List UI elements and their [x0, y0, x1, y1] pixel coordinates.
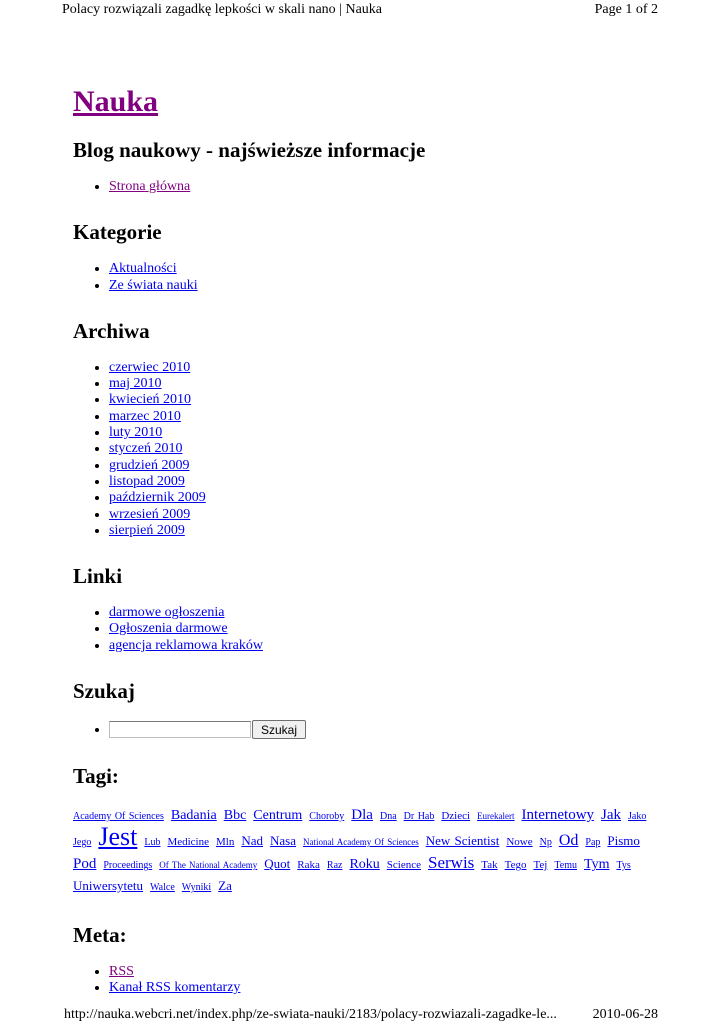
list-item — [109, 441, 663, 457]
list-item — [109, 409, 663, 425]
search-form — [109, 720, 663, 739]
tag-link[interactable]: Serwis — [428, 853, 475, 873]
archive-link[interactable]: kwiecień 2010 — [109, 392, 192, 408]
site-subtitle: Blog naukowy - najświeższe informacje — [73, 138, 426, 162]
tag-link[interactable]: Dla — [351, 807, 373, 824]
list-item — [109, 179, 663, 195]
tag-link[interactable]: Np — [539, 837, 552, 849]
tag-cloud — [73, 805, 663, 898]
tag-link[interactable]: Tego — [504, 859, 527, 872]
archive-link[interactable]: styczeń 2010 — [109, 441, 183, 457]
category-link[interactable]: Ze świata nauki — [109, 277, 198, 293]
tag-link[interactable]: New Scientist — [425, 833, 500, 849]
archive-link[interactable]: marzec 2010 — [109, 408, 181, 424]
tag-link[interactable]: Pismo — [607, 833, 640, 849]
rss-comments-link[interactable]: Kanał RSS komentarzy — [109, 980, 241, 996]
tag-link[interactable]: Proceedings — [103, 860, 153, 872]
external-link[interactable]: agencja reklamowa kraków — [109, 637, 263, 653]
nav-link-home[interactable]: Strona główna — [109, 179, 191, 194]
tag-link[interactable]: Jako — [628, 811, 647, 823]
site-title-link[interactable]: Nauka — [73, 85, 159, 118]
nav-list — [73, 179, 663, 195]
search-list — [73, 720, 663, 739]
list-item — [109, 458, 663, 474]
archive-link[interactable]: luty 2010 — [109, 425, 163, 441]
tag-link[interactable]: Jest — [98, 822, 138, 852]
list-item — [109, 261, 663, 277]
tag-link[interactable]: Badania — [170, 808, 217, 824]
tag-link[interactable]: Choroby — [309, 811, 345, 823]
tag-link[interactable]: Academy Of Sciences — [73, 811, 164, 823]
tag-link[interactable]: Science — [386, 859, 421, 872]
list-item — [109, 490, 663, 506]
site-title — [73, 84, 663, 120]
list-item — [109, 392, 663, 408]
list-item — [109, 638, 663, 654]
meta-heading: Meta: — [73, 923, 127, 948]
page-content — [73, 84, 663, 997]
tag-link[interactable]: Jak — [601, 807, 622, 824]
tag-link[interactable]: Za — [218, 878, 232, 894]
tag-link[interactable]: Centrum — [253, 808, 303, 824]
tag-link[interactable]: Nowe — [506, 836, 533, 849]
tag-link[interactable]: Tej — [533, 859, 548, 872]
tag-link[interactable]: Eurekalert — [477, 811, 515, 822]
tag-link[interactable]: Roku — [349, 857, 380, 873]
tag-link[interactable]: Dr Hab — [403, 811, 435, 823]
list-item — [109, 605, 663, 621]
archive-link[interactable]: sierpień 2009 — [109, 522, 185, 538]
tags-heading: Tagi: — [73, 764, 119, 789]
print-footer-url: http://nauka.webcri.net/index.php/ze-swiata-nauki/2183/polacy-rozwiazali-zagadke-le... — [64, 1007, 557, 1022]
categories-list — [73, 261, 663, 294]
rss-link[interactable]: RSS — [109, 964, 134, 980]
tag-link[interactable]: Nasa — [270, 833, 297, 849]
tag-link[interactable]: Dna — [379, 811, 397, 823]
tag-link[interactable]: Raka — [297, 859, 320, 872]
archives-heading: Archiwa — [73, 318, 150, 343]
archive-link[interactable]: październik 2009 — [109, 490, 206, 506]
tag-link[interactable]: Quot — [264, 856, 291, 872]
tag-link[interactable]: Medicine — [167, 836, 209, 849]
print-footer-date: 2010-06-28 — [592, 1007, 658, 1022]
tag-link[interactable]: Tys — [616, 860, 631, 872]
list-item — [109, 360, 663, 376]
tag-link[interactable]: Od — [558, 832, 579, 850]
list-item — [109, 621, 663, 637]
external-link[interactable]: darmowe ogłoszenia — [109, 605, 225, 621]
archive-link[interactable]: wrzesień 2009 — [109, 506, 191, 522]
tag-link[interactable]: Wyniki — [181, 882, 212, 894]
tag-link[interactable]: Tak — [481, 859, 498, 872]
tag-link[interactable]: Mln — [216, 836, 235, 849]
list-item — [109, 980, 663, 996]
print-header-page: Page 1 of 2 — [594, 2, 658, 17]
tag-link[interactable]: Internetowy — [521, 807, 595, 824]
categories-heading: Kategorie — [73, 220, 162, 245]
archive-link[interactable]: maj 2010 — [109, 376, 162, 392]
search-button[interactable]: Szukaj — [252, 720, 306, 739]
list-item — [109, 425, 663, 441]
search-input[interactable] — [109, 721, 251, 738]
tag-link[interactable]: Lub — [144, 837, 161, 849]
links-heading: Linki — [73, 564, 123, 589]
list-item — [109, 278, 663, 294]
search-heading: Szukaj — [73, 679, 135, 704]
list-item — [109, 376, 663, 392]
meta-list — [73, 964, 663, 997]
print-footer — [64, 1006, 658, 1023]
tag-link[interactable]: Dzieci — [441, 810, 471, 823]
tag-link[interactable]: Bbc — [223, 808, 247, 824]
external-link[interactable]: Ogłoszenia darmowe — [109, 621, 228, 637]
category-link[interactable]: Aktualności — [109, 261, 177, 277]
print-header — [62, 1, 658, 18]
links-list — [73, 605, 663, 654]
list-item — [109, 964, 663, 980]
archive-link[interactable]: czerwiec 2010 — [109, 359, 191, 375]
list-item — [109, 523, 663, 539]
print-header-title: Polacy rozwiązali zagadkę lepkości w skali nano | Nauka — [62, 2, 383, 17]
tag-link[interactable]: Walce — [150, 882, 175, 894]
archive-link[interactable]: grudzień 2009 — [109, 457, 190, 473]
list-item — [109, 474, 663, 490]
tag-link[interactable]: Nad — [241, 833, 264, 849]
tag-link[interactable]: Pod — [73, 856, 97, 873]
tag-link[interactable]: Tym — [584, 857, 610, 873]
archive-link[interactable]: listopad 2009 — [109, 473, 185, 489]
tag-link[interactable]: Jego — [73, 837, 92, 849]
archives-list — [73, 360, 663, 539]
tag-link[interactable]: National Academy Of Sciences — [303, 837, 419, 848]
list-item — [109, 507, 663, 523]
tag-link[interactable]: Uniwersytetu — [73, 878, 144, 894]
tag-link[interactable]: Pap — [585, 837, 601, 849]
tag-link[interactable]: Temu — [554, 860, 577, 872]
tag-link[interactable]: Raz — [326, 860, 343, 872]
tag-link[interactable]: Of The National Academy — [159, 860, 258, 871]
